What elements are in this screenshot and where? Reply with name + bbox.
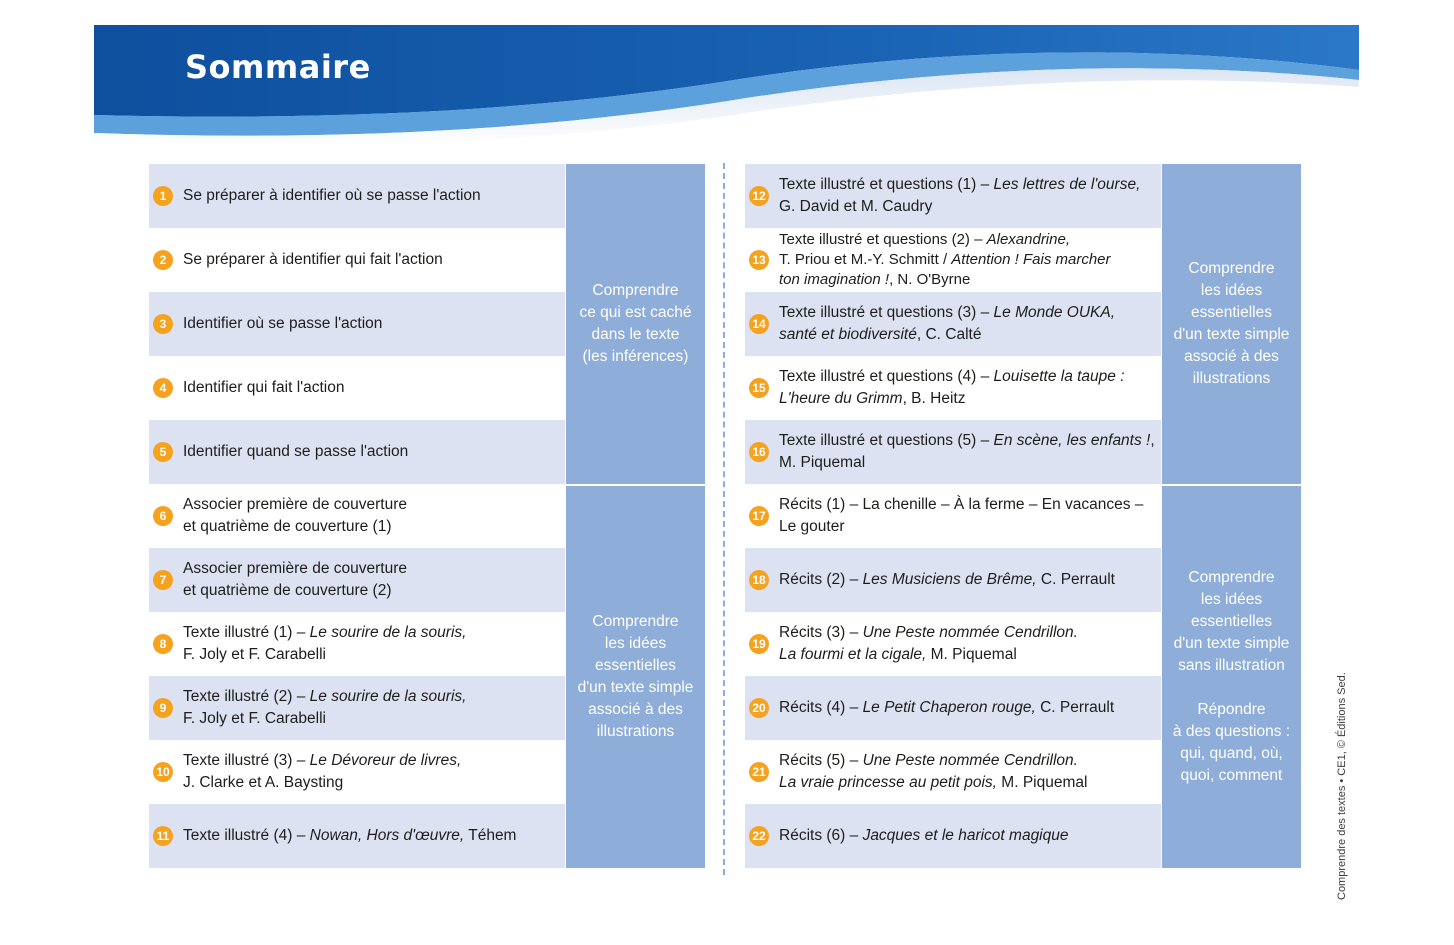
number-badge: 5	[153, 442, 173, 462]
number-badge: 4	[153, 378, 173, 398]
toc-row	[149, 676, 565, 740]
category-box	[566, 486, 705, 868]
header-banner	[94, 25, 1359, 150]
category-box	[1162, 486, 1301, 868]
toc-entry-text: Récits (3) – Une Peste nommée Cendrillon. La fourmi et la cigale, M. Piquemal	[779, 624, 1078, 663]
number-badge: 3	[153, 314, 173, 334]
number-badge: 8	[153, 634, 173, 654]
toc-entry-text: Texte illustré (1) – Le sourire de la souris, F. Joly et F. Carabelli	[183, 624, 467, 663]
number-badge: 9	[153, 698, 173, 718]
toc-entry-text: Texte illustré et questions (2) – Alexandrine, T. Priou et M.-Y. Schmitt / Attention ! Fais marcher ton imagination !, N. O'Byrne	[779, 231, 1111, 288]
toc-entry-text: Associer première de couverture et quatrième de couverture (2)	[183, 560, 407, 599]
number-badge: 2	[153, 250, 173, 270]
toc-entry-text: Texte illustré (4) – Nowan, Hors d'œuvre, Téhem	[183, 827, 517, 844]
number-badge: 21	[749, 762, 769, 782]
toc-row	[149, 548, 565, 612]
toc-entry-text: Identifier quand se passe l'action	[183, 443, 409, 460]
number-badge: 22	[749, 826, 769, 846]
number-badge: 13	[749, 250, 769, 270]
toc-entry-text: Texte illustré (3) – Le Dévoreur de livres, J. Clarke et A. Baysting	[183, 752, 462, 791]
toc-row	[745, 420, 1161, 484]
number-badge: 6	[153, 506, 173, 526]
toc-row	[745, 548, 1161, 612]
toc-row	[745, 676, 1161, 740]
toc-row	[149, 164, 565, 228]
number-badge: 15	[749, 378, 769, 398]
number-badge: 10	[153, 762, 173, 782]
number-badge: 11	[153, 826, 173, 846]
copyright-credit: Comprendre des textes • CE1, © Éditions Sed.	[1336, 672, 1348, 900]
page-title: Sommaire	[185, 48, 371, 86]
toc-row	[149, 804, 565, 868]
toc-row	[745, 740, 1161, 804]
toc-entry-text: Texte illustré et questions (3) – Le Monde OUKA, santé et biodiversité, C. Calté	[779, 304, 1116, 343]
number-badge: 17	[749, 506, 769, 526]
number-badge: 14	[749, 314, 769, 334]
toc-entry-text: Récits (2) – Les Musiciens de Brême, C. Perrault	[779, 571, 1115, 588]
toc-row	[745, 612, 1161, 676]
toc-entry-text: Texte illustré (2) – Le sourire de la souris, F. Joly et F. Carabelli	[183, 688, 467, 727]
number-badge: 18	[749, 570, 769, 590]
category-label: Comprendre les idées essentielles d'un texte simple sans illustration Répondre à des questions : qui, quand, où, quoi, comment	[1172, 569, 1291, 784]
category-box	[1162, 164, 1301, 484]
number-badge: 16	[749, 442, 769, 462]
toc-entry-text: Identifier qui fait l'action	[183, 379, 345, 396]
number-badge: 20	[749, 698, 769, 718]
toc-row	[745, 356, 1161, 420]
toc-row	[745, 804, 1161, 868]
toc-entry-text: Récits (5) – Une Peste nommée Cendrillon. La vraie princesse au petit pois, M. Piquemal	[779, 752, 1088, 791]
toc-row	[149, 740, 565, 804]
toc-row	[745, 228, 1161, 292]
toc-entry-text: Texte illustré et questions (4) – Louisette la taupe : L'heure du Grimm, B. Heitz	[779, 368, 1125, 407]
toc-row	[745, 164, 1161, 228]
toc-entry-text: Texte illustré et questions (1) – Les lettres de l'ourse, G. David et M. Caudry	[779, 176, 1141, 215]
toc-entry-text: Récits (4) – Le Petit Chaperon rouge, C. Perrault	[779, 699, 1115, 716]
toc-entry-text: Récits (6) – Jacques et le haricot magique	[779, 827, 1069, 844]
toc-row	[149, 228, 565, 292]
category-label: Comprendre ce qui est caché dans le texte (les inférences)	[579, 282, 692, 365]
toc-row	[149, 292, 565, 356]
category-label: Comprendre les idées essentielles d'un texte simple associé à des illustrations	[1173, 260, 1290, 387]
number-badge: 19	[749, 634, 769, 654]
number-badge: 1	[153, 186, 173, 206]
toc-entry-text: Se préparer à identifier où se passe l'action	[183, 187, 481, 204]
category-box	[566, 164, 705, 484]
category-label: Comprendre les idées essentielles d'un texte simple associé à des illustrations	[577, 613, 694, 740]
number-badge: 7	[153, 570, 173, 590]
toc-entry-text: Texte illustré et questions (5) – En scène, les enfants !, M. Piquemal	[779, 432, 1155, 471]
toc-entry-text: Récits (1) – La chenille – À la ferme – En vacances – Le gouter	[779, 496, 1144, 535]
toc-row	[149, 612, 565, 676]
number-badge: 12	[749, 186, 769, 206]
toc-row	[745, 484, 1161, 548]
dashed-divider	[723, 163, 725, 875]
toc-row	[149, 420, 565, 484]
toc-row	[149, 484, 565, 548]
toc-row	[745, 292, 1161, 356]
toc-entry-text: Identifier où se passe l'action	[183, 315, 383, 332]
toc-entry-text: Se préparer à identifier qui fait l'action	[183, 251, 443, 268]
toc-entry-text: Associer première de couverture et quatrième de couverture (1)	[183, 496, 407, 535]
toc-row	[149, 356, 565, 420]
